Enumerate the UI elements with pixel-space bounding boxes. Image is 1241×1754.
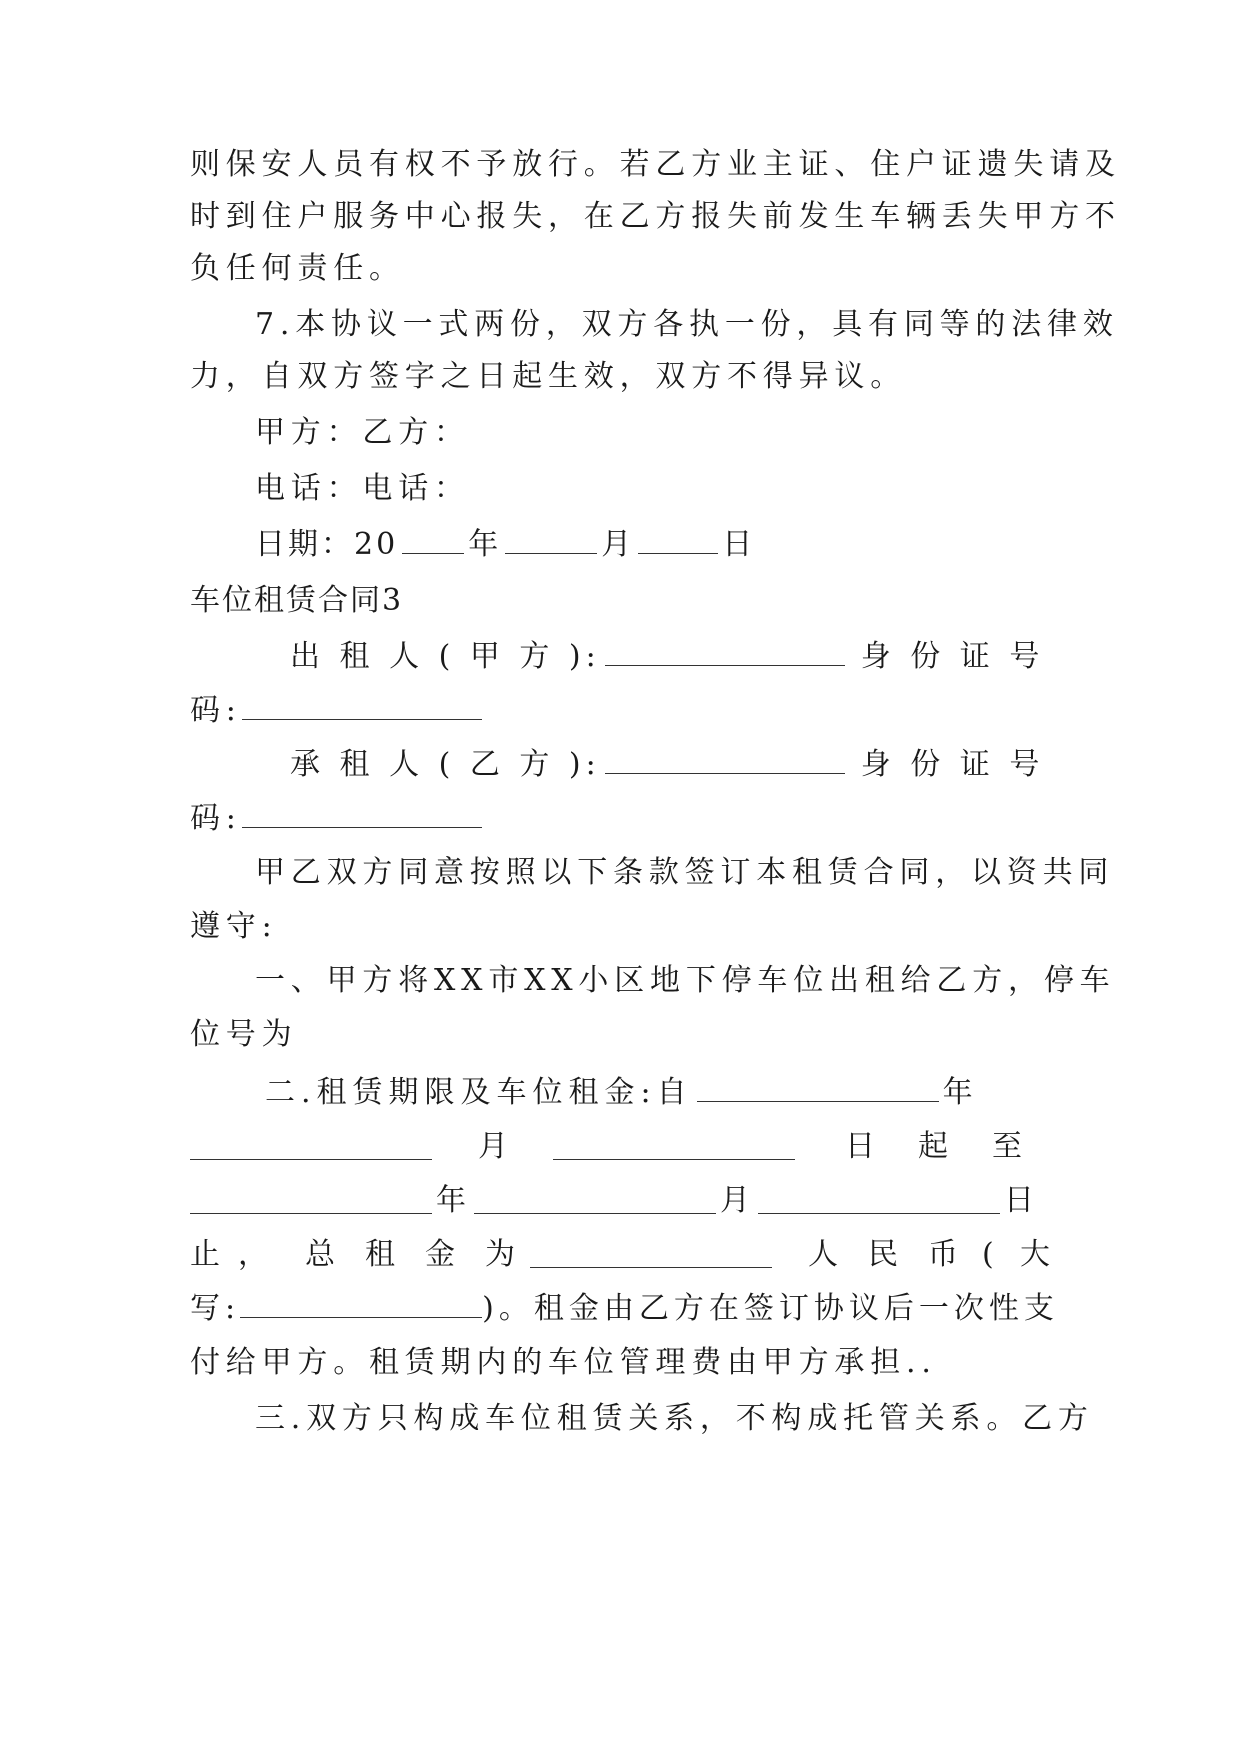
capital-amount-line (190, 1289, 1059, 1329)
month-label: 月 (478, 1129, 514, 1164)
id-line (190, 691, 1052, 731)
year-label: 年 (942, 1075, 979, 1110)
id-line (190, 799, 1052, 839)
text-char: 大 (1020, 1237, 1056, 1272)
code-label: 码: (190, 801, 242, 836)
code-label: 码: (190, 693, 242, 728)
paragraph-line: 付给甲方。租赁期内的车位管理费由甲方承担.. (190, 1345, 937, 1380)
blank-field (638, 525, 718, 554)
id-number-label: 身 份 证 号 (860, 639, 1045, 674)
blank-field (553, 1131, 795, 1160)
text-char: 为 (485, 1237, 521, 1272)
date-label: 日期：20 (255, 527, 399, 562)
month-label: 月 (601, 527, 635, 562)
blank-field (505, 525, 597, 554)
paragraph-line: 甲乙双方同意按照以下条款签订本租赁合同，以资共同 (255, 855, 1115, 890)
blank-field (190, 1131, 432, 1160)
capital-label: 写: (190, 1291, 241, 1326)
blank-field (190, 1185, 432, 1214)
clause-1-line: 一、甲方将XX市XX小区地下停车位出租给乙方，停车 (255, 963, 1116, 998)
paragraph-line: 力，自双方签字之日起生效，双方不得异议。 (190, 359, 906, 394)
text-char: 币 (928, 1237, 964, 1272)
year-label: 年 (468, 527, 502, 562)
date-line (255, 525, 1117, 565)
day-label: 日 (1004, 1183, 1040, 1218)
paragraph-line: 遵守: (190, 909, 278, 944)
year-label: 年 (436, 1183, 472, 1218)
clause-2-line (265, 1073, 1052, 1113)
phone-label: 电话：电话： (255, 471, 470, 506)
contract-title: 车位租赁合同3 (190, 583, 404, 618)
blank-field (402, 525, 464, 554)
blank-field (474, 1185, 716, 1214)
lessor-line (290, 637, 1052, 677)
day-label: 日 (722, 527, 756, 562)
text-char: ， (238, 1237, 274, 1272)
month-label: 月 (720, 1183, 756, 1218)
party-label: 甲方：乙方： (255, 415, 470, 450)
day-label: 日 (845, 1129, 881, 1164)
paragraph-text: )。租金由乙方在签订协议后一次性支 (482, 1291, 1059, 1326)
blank-field (758, 1185, 1000, 1214)
text-char: 民 (868, 1237, 904, 1272)
paragraph-line: 位号为 (190, 1017, 298, 1052)
text-char: 止 (190, 1237, 226, 1272)
id-number-label: 身 份 证 号 (860, 747, 1045, 782)
from-label: 起 (918, 1129, 954, 1164)
lessee-label: 承 租 人 ( 乙 方 ): (290, 747, 601, 782)
text-char: ( (982, 1237, 1000, 1272)
text-char: 总 (305, 1237, 341, 1272)
blank-field (242, 691, 482, 720)
clause-7-line: 7.本协议一式两份，双方各执一份，具有同等的法律效 (255, 307, 1119, 342)
blank-field (605, 745, 845, 774)
paragraph-line: 负任何责任。 (190, 251, 405, 286)
text-char: 金 (425, 1237, 461, 1272)
blank-field (697, 1073, 939, 1102)
paragraph-line: 时到住户服务中心报失，在乙方报失前发生车辆丢失甲方不 (190, 199, 1121, 234)
blank-field (240, 1289, 482, 1318)
lessee-line (290, 745, 1052, 785)
clause-3-line: 三.双方只构成车位租赁关系，不构成托管关系。乙方 (255, 1401, 1094, 1436)
paragraph-line: 则保安人员有权不予放行。若乙方业主证、住户证遗失请及 (190, 147, 1121, 182)
to-label: 至 (992, 1129, 1028, 1164)
blank-field (530, 1239, 772, 1268)
lease-term-label: 二.租赁期限及车位租金:自 (265, 1075, 693, 1110)
blank-field (242, 799, 482, 828)
lessor-label: 出 租 人 ( 甲 方 ): (290, 639, 601, 674)
text-char: 租 (365, 1237, 401, 1272)
blank-field (605, 637, 845, 666)
text-char: 人 (808, 1237, 844, 1272)
